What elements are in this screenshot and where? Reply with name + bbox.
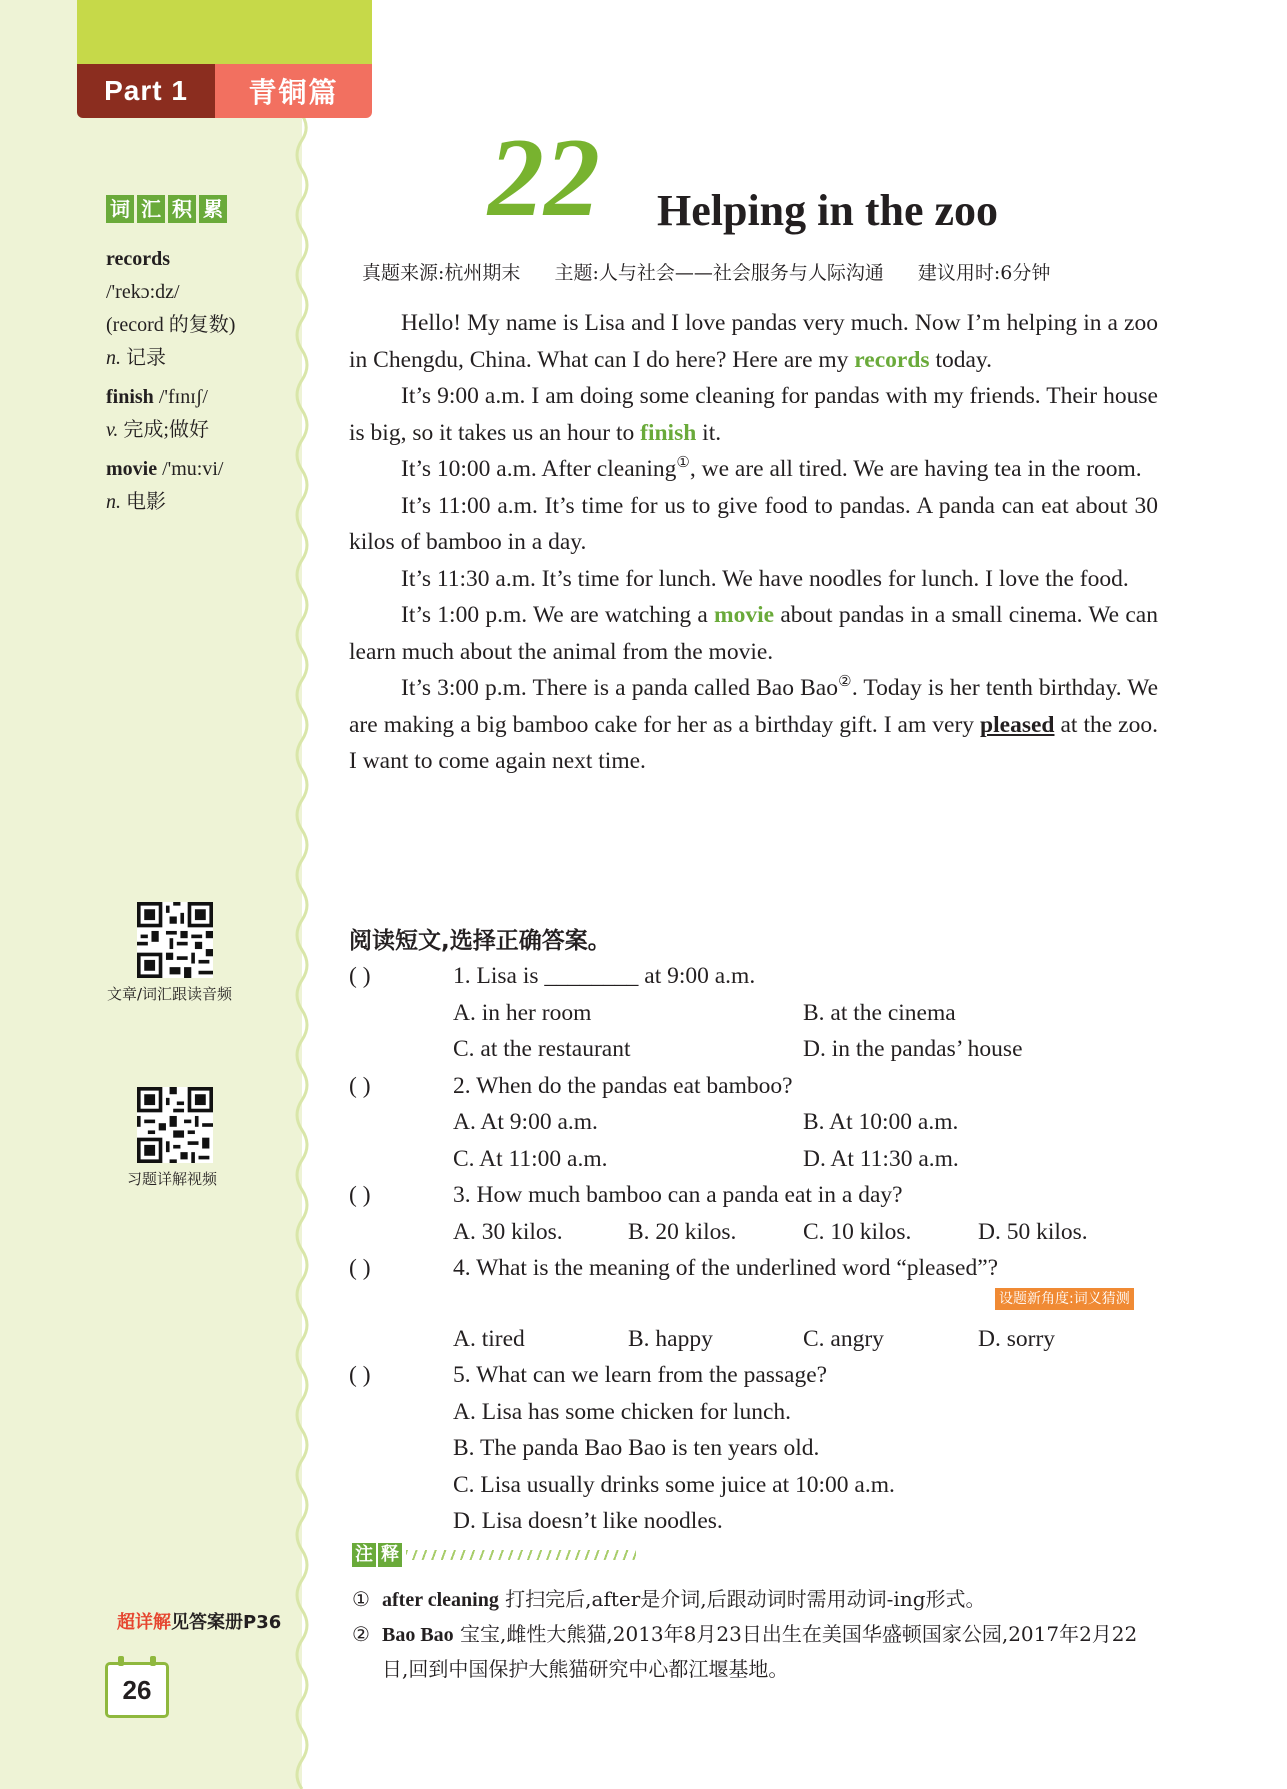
text-run: It’s 9:00 a.m. I am doing some cleaning for pandas with my friends. Their house is big, so it takes us an hour to [349, 383, 1158, 446]
note-text: 宝宝,雌性大熊猫,2013年8月23日出生在美国华盛顿国家公园,2017年2月22日,回到中国保护大熊猫研究中心都江堰基地。 [382, 1622, 1138, 1681]
option: B. The panda Bao Bao is ten years old. [453, 1435, 820, 1461]
question-4 [349, 1250, 1169, 1287]
question-type-tag: 设题新角度:词义猜测 [995, 1288, 1134, 1310]
vocab-meaning: 记录 [126, 347, 166, 369]
reading-passage [349, 305, 1158, 780]
vocab-heading-char: 汇 [137, 195, 165, 223]
vocab-head-line [106, 381, 296, 414]
text-run: . Today is her tenth birthday. We are making a big bamboo cake for her as a birthday gift. I am very [349, 675, 1159, 738]
lesson-number: 22 [488, 116, 600, 240]
option: D. sorry [978, 1325, 1056, 1352]
lesson-source: 真题来源:杭州期末 [362, 262, 521, 284]
vocab-meaning-line [106, 342, 296, 375]
lesson-time: 建议用时:6分钟 [917, 262, 1051, 284]
vocab-list [106, 243, 296, 525]
answer-highlight: 超详解 [117, 1612, 171, 1633]
vocab-heading [106, 195, 227, 223]
notes-heading [352, 1543, 636, 1567]
text-run: today. [929, 346, 992, 373]
option: B. 20 kilos. [628, 1218, 737, 1245]
vocab-word: records [106, 248, 171, 270]
option: C. angry [803, 1325, 884, 1352]
options-row [349, 995, 1169, 1032]
paragraph [349, 670, 1158, 780]
sidebar-wave-border [292, 110, 322, 1789]
notes [352, 1582, 1162, 1686]
answer-blank[interactable]: ( ) [349, 1182, 371, 1208]
option: A. Lisa has some chicken for lunch. [453, 1398, 792, 1425]
vocab-note: (record 的复数) [106, 314, 236, 336]
question-list [349, 958, 1169, 1540]
notes-heading-char: 注 [352, 1543, 376, 1567]
keyword-finish: finish [640, 419, 697, 446]
text-run: It’s 1:00 p.m. We are watching a [401, 602, 715, 628]
vocab-phonetic: /'mu:vi/ [162, 458, 224, 480]
options-row [349, 1031, 1169, 1068]
question-stem: 4. What is the meaning of the underlined word “pleased”? [453, 1255, 999, 1281]
answer-blank[interactable]: ( ) [349, 1072, 371, 1099]
option: D. in the pandas’ house [803, 1036, 1023, 1062]
level-label: 青铜篇 [215, 64, 372, 118]
vocab-meaning: 电影 [126, 491, 166, 513]
text-run: it. [696, 419, 722, 446]
option: D. Lisa doesn’t like noodles. [453, 1508, 723, 1534]
vocab-heading-char: 累 [199, 195, 227, 223]
audio-qr-code-icon[interactable] [137, 902, 213, 978]
options-row [349, 1104, 1169, 1141]
paragraph: It’s 11:30 a.m. It’s time for lunch. We have noodles for lunch. I love the food. [401, 565, 1129, 592]
paragraph: It’s 11:00 a.m. It’s time for us to give food to pandas. A panda can eat about 30 kilos of bamboo in a day. [349, 492, 1158, 555]
paragraph [349, 451, 1158, 488]
option: B. happy [628, 1325, 713, 1352]
question-1 [349, 958, 1169, 995]
vocab-heading-char: 词 [106, 195, 134, 223]
footnote-ref: ② [837, 674, 852, 691]
option: B. at the cinema [803, 999, 956, 1026]
options-row [349, 1214, 1169, 1251]
question-5 [349, 1357, 1169, 1394]
video-qr-label: 习题详解视频 [127, 1170, 218, 1188]
vocab-meaning-line [106, 486, 296, 519]
note-item [352, 1617, 1162, 1686]
options-row [349, 1141, 1169, 1178]
vocab-entry [106, 243, 296, 375]
paragraph [349, 305, 1158, 378]
header-top-block [77, 0, 372, 66]
note-term: Bao Bao [382, 1624, 454, 1646]
option: D. 50 kilos. [978, 1218, 1088, 1245]
answer-page: P36 [243, 1612, 282, 1633]
vocab-entry [106, 381, 296, 447]
vocab-meaning: 完成;做好 [123, 419, 209, 441]
option: A. At 9:00 a.m. [453, 1109, 598, 1135]
text-run: , we are all tired. We are having tea in the room. [689, 456, 1142, 482]
option: A. 30 kilos. [453, 1218, 563, 1245]
answer-blank[interactable]: ( ) [349, 1255, 371, 1281]
footnote-ref: ① [676, 455, 690, 472]
note-term: after cleaning [382, 1589, 499, 1611]
keyword-movie: movie [714, 602, 775, 628]
text-run: at the zoo. I want to come again next time. [349, 711, 1158, 774]
option: C. 10 kilos. [803, 1218, 912, 1245]
text-run: about pandas in a small cinema. We can learn much about the animal from the movie. [349, 602, 1158, 665]
lesson-meta [362, 258, 1078, 285]
lesson-theme: 主题:人与社会——社会服务与人际沟通 [554, 262, 884, 284]
question-2 [349, 1068, 1169, 1105]
note-marker: ① [352, 1587, 370, 1611]
vocab-phonetic: /'rekɔ:dz/ [106, 281, 180, 303]
text-run: Hello! My name is Lisa and I love pandas very much. Now I’m helping in a zoo in Chengdu, China. What can I do here? Here are my [349, 310, 1158, 373]
page-number: 26 [105, 1662, 169, 1718]
vocab-word: movie [106, 458, 158, 480]
notes-heading-char: 释 [378, 1543, 402, 1567]
answer-reference [117, 1608, 281, 1634]
option: D. At 11:30 a.m. [803, 1145, 959, 1172]
question-stem: 2. When do the pandas eat bamboo? [453, 1072, 793, 1099]
paragraph [349, 597, 1158, 670]
keyword-records: records [854, 346, 930, 373]
vocab-head-line [106, 453, 296, 486]
answer-blank[interactable]: ( ) [349, 963, 371, 989]
lesson-title: Helping in the zoo [657, 186, 999, 235]
vocab-pos: v. [106, 419, 119, 441]
questions-heading: 阅读短文,选择正确答案。 [349, 928, 611, 954]
note-item [352, 1582, 1162, 1617]
note-marker: ② [352, 1622, 370, 1646]
part-label: Part 1 [77, 64, 215, 118]
audio-qr-label: 文章/词汇跟读音频 [107, 985, 233, 1003]
text-run: It’s 3:00 p.m. There is a panda called Bao Bao [401, 675, 838, 701]
vocab-pos: n. [106, 347, 121, 369]
note-text: 打扫完后,after是介词,后跟动词时需用动词-ing形式。 [498, 1587, 986, 1611]
note-body [382, 1617, 1162, 1686]
vocab-entry [106, 453, 296, 519]
underlined-word: pleased [980, 711, 1055, 738]
answer-text: 见答案册 [171, 1612, 243, 1633]
notes-divider [406, 1550, 636, 1560]
options-row [349, 1321, 1169, 1358]
question-stem: 1. Lisa is ________ at 9:00 a.m. [453, 963, 756, 989]
option: B. At 10:00 a.m. [803, 1109, 959, 1135]
question-3 [349, 1177, 1169, 1214]
option: C. Lisa usually drinks some juice at 10:00 a.m. [453, 1471, 895, 1498]
option: A. in her room [453, 999, 592, 1026]
part-banner [77, 64, 372, 118]
paragraph [349, 378, 1158, 451]
note-body [382, 1582, 986, 1617]
option: C. At 11:00 a.m. [453, 1145, 608, 1172]
option: A. tired [453, 1325, 525, 1352]
vocab-pos: n. [106, 491, 121, 513]
text-run: It’s 10:00 a.m. After cleaning [401, 456, 677, 482]
option: C. at the restaurant [453, 1036, 631, 1062]
answer-blank[interactable]: ( ) [349, 1362, 371, 1388]
video-qr-code-icon[interactable] [137, 1087, 213, 1163]
question-stem: 3. How much bamboo can a panda eat in a day? [453, 1182, 903, 1208]
vocab-phonetic: /'fɪnɪʃ/ [158, 386, 208, 408]
vocab-word: finish [106, 386, 154, 408]
vocab-meaning-line [106, 414, 296, 447]
question-stem: 5. What can we learn from the passage? [453, 1362, 828, 1388]
vocab-heading-char: 积 [168, 195, 196, 223]
